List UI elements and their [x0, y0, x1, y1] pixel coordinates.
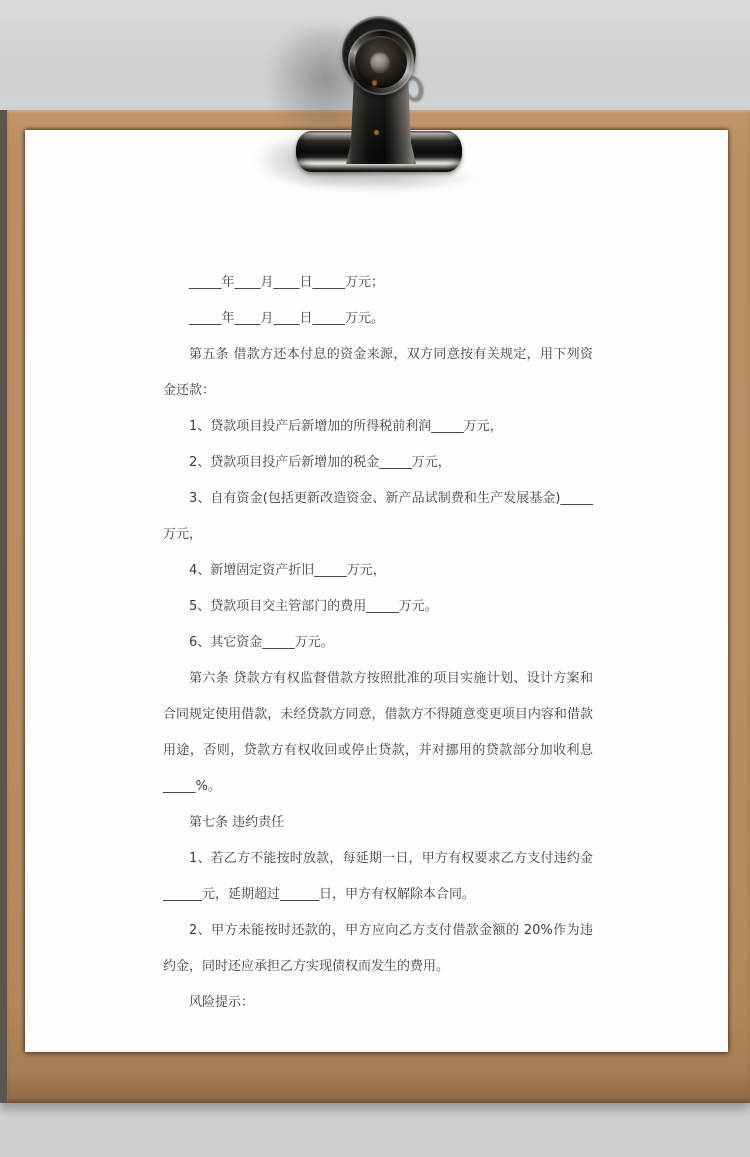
clip-highlight-speck: [372, 80, 377, 86]
binder-clip: [260, 18, 490, 188]
paragraph: 第七条 违约责任: [189, 815, 285, 830]
paragraph: 风险提示：: [189, 995, 255, 1010]
paragraph: 4、新增固定资产折旧_____万元，: [189, 563, 386, 578]
paragraph: 6、其它资金_____万元。: [189, 635, 334, 650]
paragraph: 1、若乙方不能按时放款，每延期一日，甲方有权要求乙方支付违约金______元，延期超过______日，甲方有权解除本合同。: [163, 851, 593, 902]
paragraph: 5、贷款项目交主管部门的费用_____万元。: [189, 599, 438, 614]
paragraph: 2、甲方未能按时还款的，甲方应向乙方支付借款金额的 20%作为违约金，同时还应承担乙方实现债权而发生的费用。: [163, 923, 593, 974]
clip-highlight-speck: [374, 130, 379, 135]
paragraph: 2、贷款项目投产后新增加的税金_____万元，: [189, 455, 451, 470]
paragraph: _____年____月____日_____万元。: [189, 311, 385, 326]
clip-hole: [370, 52, 390, 72]
paragraph: 1、贷款项目投产后新增加的所得税前利润_____万元，: [189, 419, 503, 434]
paragraph: 3、自有资金(包括更新改造资金、新产品试制费和生产发展基金)_____万元，: [163, 491, 593, 542]
document-body: [25, 130, 728, 1052]
paper-sheet: [25, 130, 728, 1052]
paragraph: 第六条 贷款方有权监督借款方按照批准的项目实施计划、设计方案和合同规定使用借款，未经贷款方同意，借款方不得随意变更项目内容和借款用途，否则，贷款方有权收回或停止贷款，并对挪用的贷款部分加收利息_____%。: [163, 671, 593, 794]
paragraph: _____年____月____日_____万元；: [189, 275, 385, 290]
paragraph: 第五条 借款方还本付息的资金来源，双方同意按有关规定，用下列资金还款：: [163, 347, 593, 398]
